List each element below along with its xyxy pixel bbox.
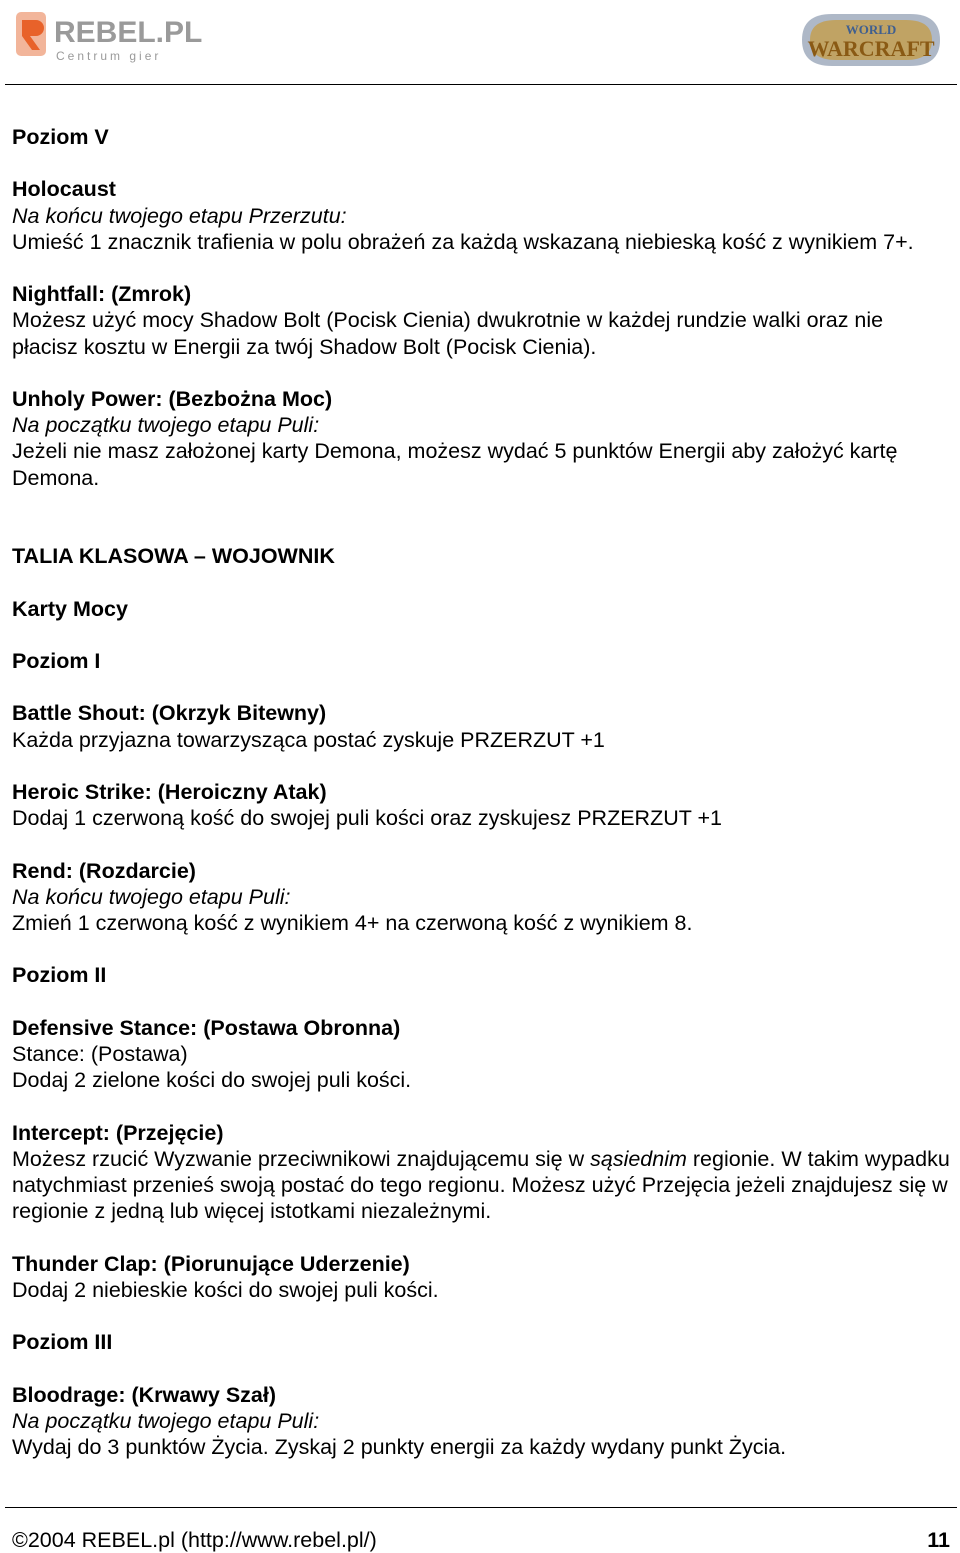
subsection-heading-power-cards: Karty Mocy <box>12 596 128 621</box>
card-text-battle-shout: Każda przyjazna towarzysząca postać zyskuje PRZERZUT +1 <box>12 727 605 752</box>
card-trigger-rend: Na końcu twojego etapu Puli: <box>12 884 291 909</box>
intercept-text-part2: regionie. W takim wypadku natychmiast przenieś swoją postać do tego regionu. Możesz użyć Przejęcia jeżeli znajdujesz się w regionie z jedną lub więcej istotkami niezależnymi. <box>12 1146 950 1224</box>
card-trigger-bloodrage: Na początku twojego etapu Puli: <box>12 1408 320 1433</box>
card-title-battle-shout: Battle Shout: (Okrzyk Bitewny) <box>12 701 327 726</box>
rebel-logo-text: REBEL.PL <box>54 16 203 49</box>
footer-copyright: ©2004 REBEL.pl (http://www.rebel.pl/) <box>12 1528 377 1552</box>
card-text-bloodrage: Wydaj do 3 punktów Życia. Zyskaj 2 punkty energii za każdy wydany punkt Życia. <box>12 1434 787 1459</box>
section-heading-level-iii: Poziom III <box>12 1330 113 1355</box>
card-text-holocaust: Umieść 1 znacznik trafienia w polu obrażeń za każdą wskazaną niebieską kość z wynikiem 7+. <box>12 229 914 254</box>
rebel-logo-subtext: Centrum gier <box>56 49 162 63</box>
card-title-intercept: Intercept: (Przejęcie) <box>12 1120 224 1145</box>
card-title-unholy-power: Unholy Power: (Bezbożna Moc) <box>12 386 333 411</box>
card-title-rend: Rend: (Rozdarcie) <box>12 858 196 883</box>
card-trigger-holocaust: Na końcu twojego etapu Przerzutu: <box>12 203 347 228</box>
document-body <box>12 124 954 1460</box>
card-text-thunder-clap: Dodaj 2 niebieskie kości do swojej puli kości. <box>12 1277 439 1302</box>
section-heading-level-v: Poziom V <box>12 125 109 149</box>
card-title-bloodrage: Bloodrage: (Krwawy Szał) <box>12 1382 277 1407</box>
page-header <box>0 0 960 86</box>
card-title-holocaust: Holocaust <box>12 177 116 202</box>
card-title-thunder-clap: Thunder Clap: (Piorunujące Uderzenie) <box>12 1251 410 1276</box>
footer-divider <box>5 1507 957 1508</box>
card-title-nightfall: Nightfall: (Zmrok) <box>12 282 192 307</box>
wow-logo-line1: WORLD <box>845 22 897 37</box>
card-trigger-unholy-power: Na początku twojego etapu Puli: <box>12 413 320 438</box>
section-heading-level-i: Poziom I <box>12 648 101 673</box>
section-heading-level-ii: Poziom II <box>12 963 107 988</box>
card-title-heroic-strike: Heroic Strike: (Heroiczny Atak) <box>12 779 327 804</box>
intercept-text-part1: Możesz rzucić Wyzwanie przeciwnikowi znajdującemu się w <box>12 1146 591 1171</box>
card-text-unholy-power: Jeżeli nie masz założonej karty Demona, możesz wydać 5 punktów Energii aby założyć kartę Demona. <box>12 439 898 490</box>
world-of-warcraft-logo <box>792 6 950 74</box>
deck-title: TALIA KLASOWA – WOJOWNIK <box>12 544 335 569</box>
card-text-defensive-stance: Dodaj 2 zielone kości do swojej puli kości. <box>12 1068 412 1093</box>
card-text-nightfall: Możesz użyć mocy Shadow Bolt (Pocisk Cienia) dwukrotnie w każdej rundzie walki oraz nie płacisz kosztu w Energii za twój Shadow Bolt (Pocisk Cienia). <box>12 308 884 359</box>
card-text-heroic-strike: Dodaj 1 czerwoną kość do swojej puli kości oraz zyskujesz PRZERZUT +1 <box>12 806 722 831</box>
page-footer <box>12 1527 950 1553</box>
card-text-rend: Zmień 1 czerwoną kość z wynikiem 4+ na czerwoną kość z wynikiem 8. <box>12 910 693 935</box>
rebel-logo <box>14 8 214 64</box>
card-title-defensive-stance: Defensive Stance: (Postawa Obronna) <box>12 1015 401 1040</box>
page-number: 11 <box>927 1528 950 1552</box>
header-divider <box>5 84 957 85</box>
wow-logo-line2: WARCRAFT <box>807 36 935 61</box>
card-text-intercept <box>12 1146 954 1225</box>
intercept-text-emphasis: sąsiednim <box>590 1146 687 1171</box>
card-stance-defensive-stance: Stance: (Postawa) <box>12 1041 188 1066</box>
